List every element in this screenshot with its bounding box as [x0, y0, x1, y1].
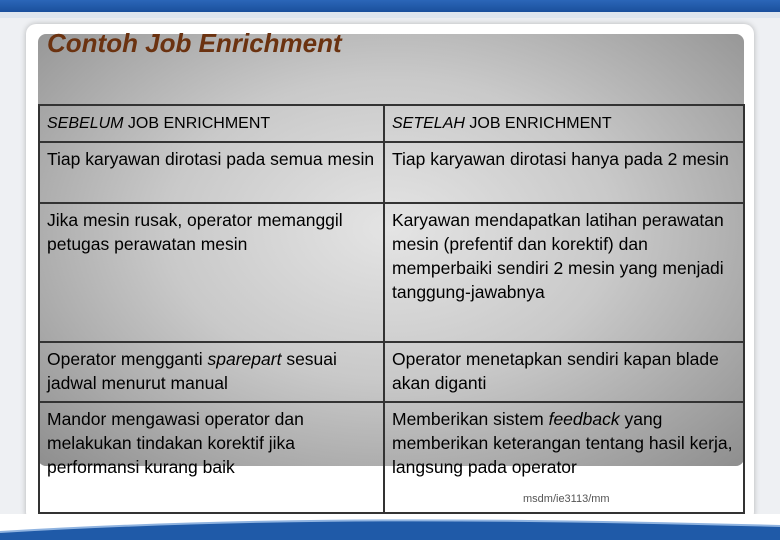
table-row	[39, 342, 744, 402]
table-header-row	[39, 105, 744, 142]
top-accent-bar	[0, 0, 780, 12]
top-accent-strip	[0, 12, 780, 18]
header-after-emphasis: SETELAH	[392, 115, 465, 132]
header-after	[384, 105, 744, 142]
cell-before	[39, 342, 384, 402]
cell-after-emphasis: feedback	[548, 409, 620, 429]
comparison-table	[38, 104, 745, 514]
slide-title: Contoh Job Enrichment	[47, 28, 342, 58]
cell-after: Operator menetapkan sendiri kapan blade akan diganti	[384, 342, 744, 402]
cell-before-emphasis: sparepart	[207, 349, 282, 369]
cell-before-pre: Operator mengganti	[47, 349, 208, 369]
cell-before: Jika mesin rusak, operator memanggil petugas perawatan mesin	[39, 203, 384, 342]
header-before	[39, 105, 384, 142]
header-after-rest: JOB ENRICHMENT	[464, 115, 612, 132]
header-before-emphasis: SEBELUM	[47, 115, 124, 132]
cell-before: Tiap karyawan dirotasi pada semua mesin	[39, 142, 384, 203]
cell-after: Karyawan mendapatkan latihan perawatan mesin (prefentif dan korektif) dan memperbaiki sendiri 2 mesin yang menjadi tanggung-jawabnya	[384, 203, 744, 342]
header-before-rest: JOB ENRICHMENT	[123, 115, 271, 132]
cell-after-post: yang memberikan keterangan tentang hasil kerja, langsung pada operator	[392, 409, 733, 477]
table-row	[39, 203, 744, 342]
bottom-wave-decoration	[0, 510, 780, 540]
cell-after: Tiap karyawan dirotasi hanya pada 2 mesin	[384, 142, 744, 203]
cell-before: Mandor mengawasi operator dan melakukan tindakan korektif jika performansi kurang baik	[39, 402, 384, 513]
table-row	[39, 142, 744, 203]
cell-after-pre: Memberikan sistem	[392, 409, 549, 429]
cell-before-post: sesuai jadwal menurut manual	[47, 349, 337, 393]
table-row	[39, 402, 744, 513]
footnote: msdm/ie3113/mm	[523, 493, 610, 505]
